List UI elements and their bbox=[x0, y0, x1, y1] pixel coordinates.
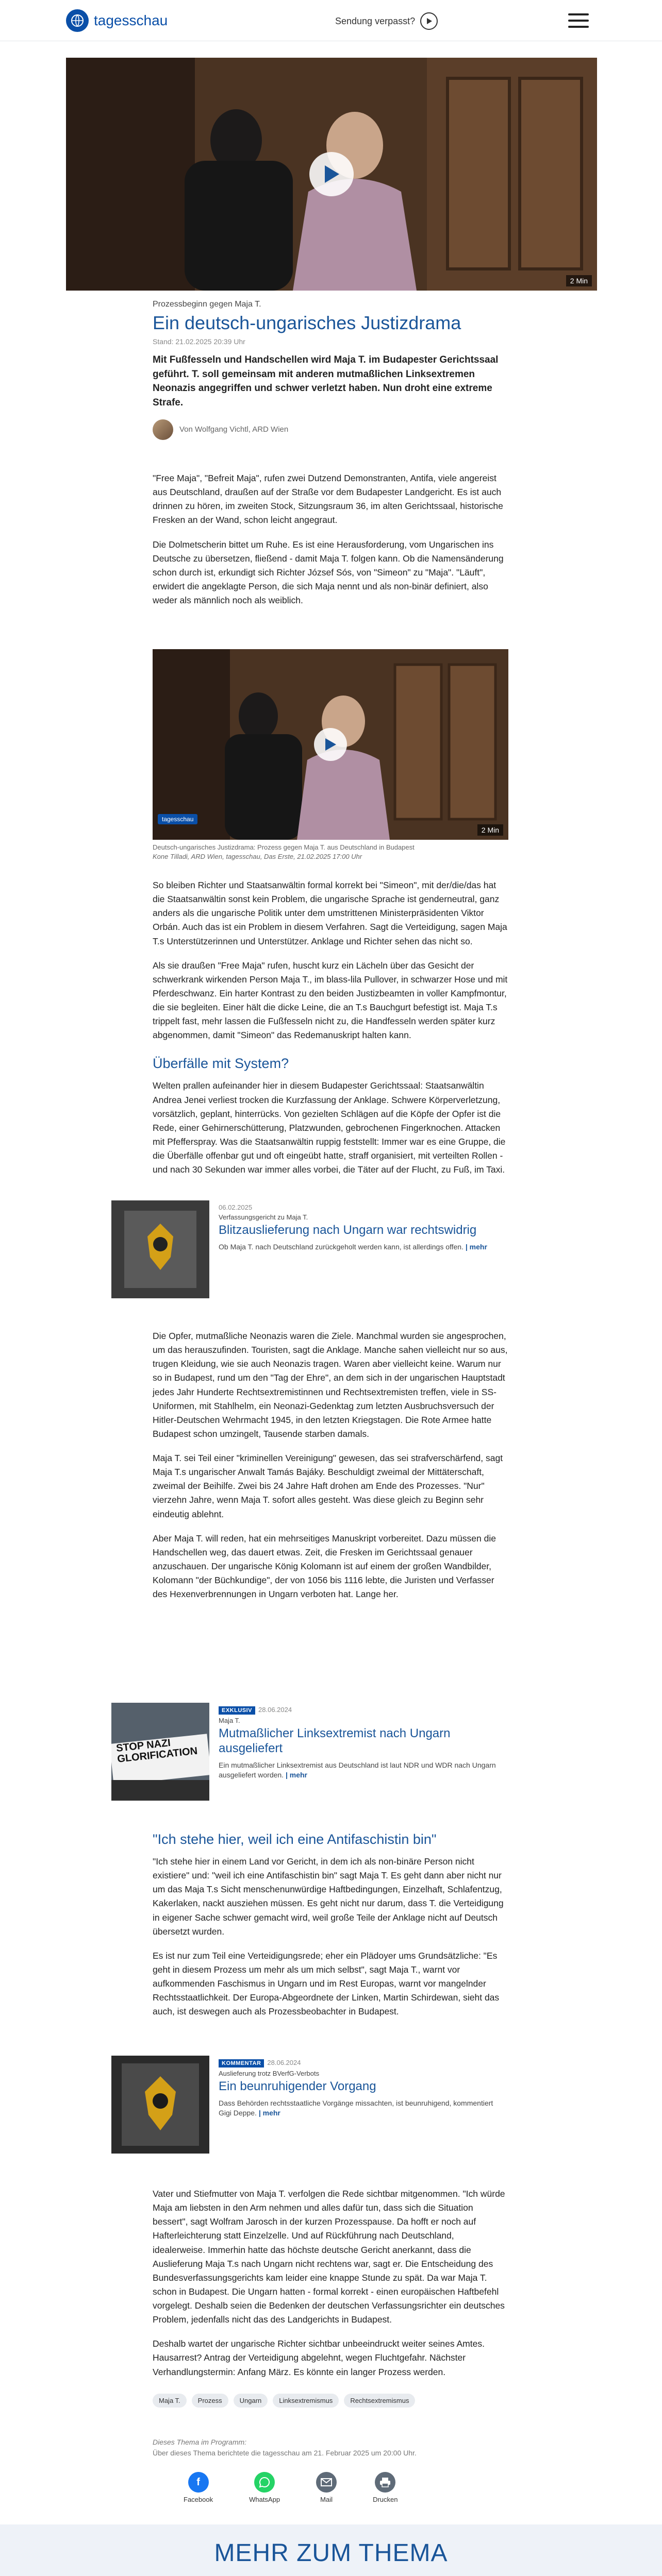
teaser-date: 06.02.2025 bbox=[219, 1204, 253, 1211]
tag[interactable]: Rechtsextremismus bbox=[344, 2394, 415, 2408]
teaser-body bbox=[219, 1200, 487, 1298]
more-link[interactable]: | mehr bbox=[465, 1242, 487, 1251]
section-title: MEHR ZUM THEMA bbox=[214, 2539, 448, 2567]
teaser-overline: Auslieferung trotz BVerfG-Verbots bbox=[219, 2070, 320, 2077]
teaser-date: KOMMENTAR 28.06.2024 bbox=[219, 2059, 503, 2067]
comment-badge: KOMMENTAR bbox=[219, 2059, 264, 2067]
paragraph: Als sie draußen "Free Maja" rufen, huscht kurz ein Lächeln über das Gesicht der schwerkrank wirkenden Person Maja T., im blass-lila Pullover, in schwarzer Hose und mit Pferdeschwanz. Ein harter Kontrast zu den beiden Justizbeamten in voller Kampfmontur, die sie begleiten. Einer hält die dicke Leine, die an T.s Bauchgurt befestigt ist. Maja T.s trippelt fast, mehr lassen die Fußfesseln nicht zu, die Handfesseln werden später kurz abgenommen, damit "Simeon" das Redemanuskript halten kann. bbox=[153, 960, 508, 1041]
video-caption: Deutsch-ungarisches Justizdrama: Prozess gegen Maja T. aus Deutschland in Budapest bbox=[153, 843, 415, 851]
author-line[interactable] bbox=[153, 419, 508, 440]
print-icon bbox=[375, 2472, 395, 2493]
teaser-text: Ein mutmaßlicher Linksextremist aus Deutschland ist laut NDR und WDR nach Ungarn ausgeliefert worden. | mehr bbox=[219, 1760, 496, 1780]
play-button[interactable] bbox=[309, 152, 354, 196]
exclusive-badge: EXKLUSIV bbox=[219, 1706, 255, 1715]
paragraph: Welten prallen aufeinander hier in diesem Budapester Gerichtssaal: Staatsanwältin Andrea Jenei verliest trocken die Kurzfassung der Anklage. Schwere Körperverletzung, vorsätzlich, geplant, hinterrücks. Von gezielten Schlägen auf die Köpfe der Opfer ist die Rede, einer Gehirnerschütterung, Platzwunden, gebrochenen Fingerknochen. Attacken mit Pfefferspray. Was die Staatsanwältin ruppig feststellt: Immer war es eine Gruppe, die die Überfälle offenbar gut und oft eingeübt hatte, straff organisiert, mit verteilten Rollen - und nach 30 Sekunden war immer alles vorbei, die Täter auf der Flucht, zu Fuß, im Taxi. bbox=[153, 1080, 506, 1175]
teaser-image bbox=[111, 1200, 209, 1298]
facebook-icon: f bbox=[188, 2472, 209, 2493]
article-header bbox=[153, 300, 508, 440]
paragraph: Es ist nur zum Teil eine Verteidigungsrede; eher ein Plädoyer ums Grundsätzliche: "Es geht in diesem Prozess um mehr als um mich selbst", sagt Maja T., warnt vor aufkommenden Faschismus in Ungarn und im Rest Europas, warnt vor mangelnder Rechtsstaatlichkeit. Der Europa-Abgeordnete der Linken, Martin Schirdewan, sieht das auch, ist deswegen auch als Prozessbeobachter in Budapest. bbox=[153, 1950, 500, 2017]
program-text: Über dieses Thema berichtete die tagesschau am 21. Februar 2025 um 20:00 Uhr. bbox=[153, 2449, 417, 2457]
author-avatar bbox=[153, 419, 173, 440]
video-source-badge: tagesschau bbox=[158, 814, 197, 824]
teaser-overline: Verfassungsgericht zu Maja T. bbox=[219, 1213, 308, 1221]
article-title: Ein deutsch-ungarisches Justizdrama bbox=[153, 312, 461, 333]
tag[interactable]: Linksextremismus bbox=[273, 2394, 339, 2408]
teaser-card[interactable] bbox=[111, 2056, 503, 2154]
article-overline: Prozessbeginn gegen Maja T. bbox=[153, 300, 261, 309]
teaser-title[interactable]: Mutmaßlicher Linksextremist nach Ungarn ausgeliefert bbox=[219, 1726, 451, 1755]
missed-broadcast-link[interactable] bbox=[335, 12, 438, 30]
program-note bbox=[153, 2437, 417, 2459]
teaser-card[interactable] bbox=[111, 1200, 503, 1298]
article-body-3 bbox=[153, 1329, 508, 1601]
inline-video-player[interactable] bbox=[153, 649, 508, 840]
tag-list bbox=[153, 2394, 415, 2408]
teaser-text: Ob Maja T. nach Deutschland zurückgeholt werden kann, ist allerdings offen. | mehr bbox=[219, 1242, 487, 1251]
article-body-4 bbox=[153, 1832, 508, 2019]
site-header bbox=[0, 0, 662, 41]
paragraph: "Free Maja", "Befreit Maja", rufen zwei Dutzend Demonstranten, Antifa, viele angereist aus Deutschland, draußen auf der Straße vor dem Budapester Landgericht. Es ist auch drinnen zu hören, im zweiten Stock, Sitzungsraum 36, im alten Gerichtssaal, historische Fresken an der Wand, schon leicht angegraut. bbox=[153, 473, 503, 526]
menu-button[interactable] bbox=[568, 13, 589, 28]
teaser-title[interactable]: Ein beunruhigender Vorgang bbox=[219, 2079, 376, 2093]
more-link[interactable]: | mehr bbox=[258, 2109, 280, 2117]
article-body-1 bbox=[153, 471, 508, 607]
paragraph: Maja T. sei Teil einer "kriminellen Vereinigung" gewesen, das sei strafverschärfend, sagt Maja T.s ungarischer Anwalt Tamás Bajáky. Beschuldigt zweimal der Mittäterschaft, zweimal der Beihilfe. Zwei bis 24 Jahre Haft drohen am Ende des Prozesses. "Nur" vierzehn Jahre, wenn Maja T. sofort alles gesteht. Was diese gleich zu Beginn sehr eindeutig ablehnt. bbox=[153, 1453, 503, 1519]
paragraph: Deshalb wartet der ungarische Richter sichtbar unbeeindruckt weiter seines Amtes. Hausarrest? Antrag der Verteidigung abgelehnt, wegen Fluchtgefahr. Nächster Verhandlungstermin: Anfang März. Es könnte ein langer Prozess werden. bbox=[153, 2338, 485, 2377]
teaser-image bbox=[111, 1703, 209, 1801]
article-date: Stand: 21.02.2025 20:39 Uhr bbox=[153, 337, 245, 346]
logo-text: tagesschau bbox=[94, 12, 168, 28]
article-lead: Mit Fußfesseln und Handschellen wird Maja T. im Budapester Gerichtssaal geführt. T. soll gemeinsam mit anderen mutmaßlichen Linksextremen Neonazis angegriffen und schwer verletzt haben. Nun droht eine extreme Strafe. bbox=[153, 354, 499, 409]
more-link[interactable]: | mehr bbox=[285, 1771, 308, 1780]
video-caption-source: Kone Tilladi, ARD Wien, tagesschau, Das Erste, 21.02.2025 17:00 Uhr bbox=[153, 853, 362, 861]
paragraph: Vater und Stiefmutter von Maja T. verfolgen die Rede sichtbar mitgenommen. "Ich würde Maja am liebsten in den Arm nehmen und alles dafür tun, dass sich die Situation bessert", sagt Wolfram Jarosch in der kurzen Prozesspause. Da hofft er noch auf Hafterleichterung statt Einzelzelle. Und auf Rückführung nach Deutschland, idealerweise. Immerhin hatte das höchste deutsche Gericht anerkannt, dass die Auslieferung Maja T.s nach Ungarn nicht rechtens war, sagt er. Die Entscheidung des Bundesverfassungsgerichts kam leider eine knappe Stunde zu spät. Da war Maja T. schon in Budapest. Die Ungarn hatten - formal korrekt - einen europäischen Haftbefehl vorgelegt. Deshalb seien die Bedenken der deutschen Verfassungsrichter ein deutsches Problem, jedenfalls nicht das des Landgerichts in Budapest. bbox=[153, 2189, 505, 2325]
subheading: "Ich stehe hier, weil ich eine Antifaschistin bin" bbox=[153, 1832, 437, 1847]
subheading: Überfälle mit System? bbox=[153, 1056, 289, 1072]
tag[interactable]: Prozess bbox=[192, 2394, 228, 2408]
play-button[interactable] bbox=[314, 728, 347, 761]
paragraph: Die Dolmetscherin bittet um Ruhe. Es ist eine Herausforderung, vom Ungarischen ins Deutsche zu übersetzen, fließend - damit Maja T. folgen kann. Ob die Namensänderung schon durch ist, erkundigt sich Richter József Sós, von "Simeon" zu "Maja". "Läuft", erwidert die angeklagte Person, die sich Maja nennt und als non-binär definiert, also weder als männlich noch als weiblich. bbox=[153, 539, 504, 605]
program-label: Dieses Thema im Programm: bbox=[153, 2438, 247, 2446]
video-duration: 2 Min bbox=[477, 824, 503, 836]
share-mail[interactable]: Mail bbox=[316, 2472, 337, 2503]
inline-video[interactable] bbox=[153, 649, 508, 861]
mail-icon bbox=[316, 2472, 337, 2493]
teaser-body bbox=[219, 2056, 503, 2154]
teaser-image bbox=[111, 2056, 209, 2154]
author-name: Von Wolfgang Vichtl, ARD Wien bbox=[179, 425, 289, 434]
teaser-text: Dass Behörden rechtsstaatliche Vorgänge missachten, ist beunruhigend, kommentiert Gigi Deppe. | mehr bbox=[219, 2098, 493, 2117]
whatsapp-icon bbox=[254, 2472, 275, 2493]
teaser-title[interactable]: Blitzauslieferung nach Ungarn war rechtswidrig bbox=[219, 1223, 477, 1237]
paragraph: "Ich stehe hier in einem Land vor Gericht, in dem ich als non-binäre Person nicht existiere" und: "weil ich eine Antifaschistin bin" sagt Maja T. Es geht dann aber nicht nur um das Maja T.s Sicht menschenunwürdige Haftbedingungen, Einzelhaft, Schlafentzug, Kakerlaken, nackt ausziehen müssen. Es geht nicht nur darum, dass T. die Verteidigung in eigener Sache schwer gemacht wird, weil große Teile der Anklage nicht auf Deutsch übersetzt wurden. bbox=[153, 1856, 504, 1937]
teaser-overline: Maja T. bbox=[219, 1717, 240, 1724]
play-icon bbox=[420, 12, 438, 30]
teaser-date: EXKLUSIV 28.06.2024 bbox=[219, 1706, 503, 1715]
teaser-card[interactable] bbox=[111, 1703, 503, 1801]
globe-icon bbox=[66, 9, 89, 32]
share-whatsapp[interactable]: WhatsApp bbox=[249, 2472, 280, 2503]
tagesschau-logo[interactable] bbox=[66, 9, 168, 32]
teaser-body bbox=[219, 1703, 503, 1801]
share-facebook[interactable]: f Facebook bbox=[184, 2472, 213, 2503]
hero-video[interactable] bbox=[66, 58, 597, 291]
article-body-5 bbox=[153, 2187, 508, 2379]
missed-label: Sendung verpasst? bbox=[335, 15, 416, 26]
article-body-2 bbox=[153, 878, 508, 1177]
more-topic-section bbox=[0, 2524, 662, 2576]
tag[interactable]: Maja T. bbox=[153, 2394, 187, 2408]
paragraph: Aber Maja T. will reden, hat ein mehrseitiges Manuskript vorbereitet. Dazu müssen die Handschellen weg, das dauert etwas. Zeit, die Fresken im Gerichtssaal genauer anzuschauen. Der ungarische König Kolomann ist auf einem der großen Wandbilder, Kolomann "der Büchkundige", der von 1056 bis 1116 lebte, die Juristen und Verfasser des Hexenverbrennungen in Ungarn verboten hat. Lange her. bbox=[153, 1533, 496, 1600]
paragraph: Die Opfer, mutmaßliche Neonazis waren die Ziele. Manchmal wurden sie angesprochen, um das herauszufinden. Touristen, sagt die Anklage. Manche sahen vielleicht nur so aus, trugen Kleidung, wie sie auch Neonazis tragen. Waren aber vielleicht keine. Warum nur so in Budapest, rund um den "Tag der Ehre", an dem sich in der ungarischen Hauptstadt jedes Jahr Hunderte Rechtsextremistinnen und Rechtsextremisten treffen, viele in SS-Uniformen, mit Stahlhelm, ein Neonazi-Gedenktag zum letzten Ausbruchsversuch der Hitler-Deutschen Wehrmacht 1945, in den letzten Kriegstagen. Die Rote Armee hatte Budapest schon umzingelt, Tausende starben damals. bbox=[153, 1331, 508, 1439]
share-bar bbox=[184, 2472, 398, 2503]
video-duration: 2 Min bbox=[566, 275, 592, 286]
share-print[interactable]: Drucken bbox=[373, 2472, 398, 2503]
teaser-image-banner-text: STOP NAZI GLORIFICATION bbox=[115, 1737, 198, 1765]
paragraph: So bleiben Richter und Staatsanwältin formal korrekt bei "Simeon", mit der/die/das hat die Staatsanwältin sonst kein Problem, die ungarische Sprache ist genderneutral, ganz anders als die ungarische Politik unter dem umstrittenen Ministerpräsidenten Viktor Orbán. Auch das ist ein Problem in diesem Verfahren. Sagt die Verteidigung, sagen Maja T.s Unterstützerinnen und Unterstützer. Anklage und Richter sehen das nicht so. bbox=[153, 880, 507, 946]
tag[interactable]: Ungarn bbox=[234, 2394, 268, 2408]
